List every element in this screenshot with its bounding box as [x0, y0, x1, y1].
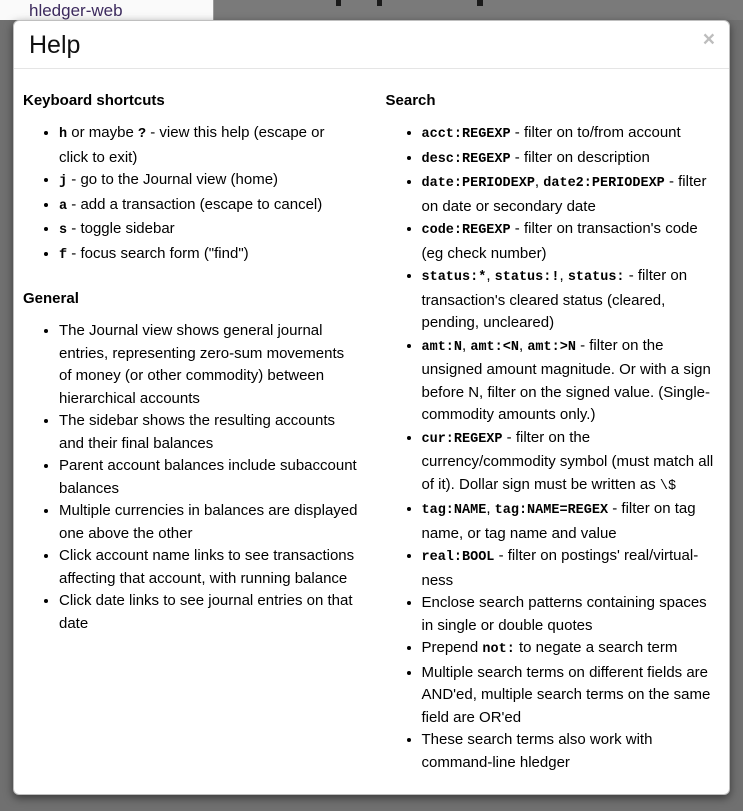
help-list-item — [59, 169, 358, 194]
help-list-item — [59, 218, 358, 243]
item-text: - add a transaction (escape to cancel) — [67, 195, 323, 213]
item-text: - focus search form ("find") — [67, 244, 249, 262]
item-code: date2:PERIODEXP — [543, 176, 665, 191]
modal-title: Help — [29, 31, 81, 59]
item-code: status:! — [494, 270, 560, 285]
item-code: ? — [137, 127, 147, 142]
left-column — [23, 91, 372, 774]
help-modal — [13, 20, 730, 795]
page-sidebar-header — [0, 0, 214, 20]
help-list-item — [59, 320, 358, 410]
item-text: , — [534, 173, 544, 190]
item-text: to negate a search term — [514, 639, 678, 656]
help-list-item — [59, 455, 358, 500]
close-icon[interactable]: × — [702, 28, 715, 51]
item-text: - filter on to/from account — [510, 124, 681, 141]
item-text: , — [559, 267, 568, 284]
help-list-item — [59, 243, 358, 268]
help-list-item — [59, 590, 358, 635]
item-text: These search terms also work with command-line hledger — [421, 731, 653, 771]
item-text: - filter on the unsigned amount magnitude. Or with a sign before N, filter on the signed value. (Single-commodity amounts only.) — [421, 336, 711, 423]
help-list-item — [422, 218, 721, 265]
right-column — [372, 91, 721, 774]
help-list-item — [59, 500, 358, 545]
help-list-item — [422, 147, 721, 172]
item-text: or maybe — [67, 124, 138, 141]
help-list-item — [422, 545, 721, 592]
item-text: - filter on date or secondary date — [421, 173, 707, 215]
help-list-item — [59, 122, 358, 169]
item-text: , — [486, 267, 495, 284]
item-text: Enclose search patterns containing spaces in single or double quotes — [421, 594, 707, 634]
modal-header — [14, 21, 729, 69]
item-code: tag:NAME — [421, 503, 487, 518]
item-text: Multiple search terms on different fields are AND'ed, multiple search terms on the same field are OR'ed — [421, 663, 711, 726]
item-text: Parent account balances include subaccount balances — [59, 457, 357, 497]
help-list-item — [422, 592, 721, 637]
help-list-item — [59, 194, 358, 219]
help-list-item — [59, 545, 358, 590]
help-list-item — [422, 498, 721, 545]
item-code: date:PERIODEXP — [421, 176, 535, 191]
item-text: - toggle sidebar — [67, 220, 175, 237]
item-text: - go to the Journal view (home) — [67, 171, 279, 188]
item-text: The Journal view shows general journal entries, representing zero-sum movements of money (or other commodity) between hierarchical accounts — [59, 322, 345, 407]
help-list-item — [422, 171, 721, 218]
modal-body — [14, 69, 729, 792]
item-text: Multiple currencies in balances are displayed one above the other — [59, 502, 358, 542]
item-text: Click account name links to see transactions affecting that account, with running balance — [59, 547, 355, 587]
item-code: amt:<N — [470, 339, 519, 355]
background-text-fragment — [336, 0, 341, 6]
item-text: Click date links to see journal entries on that date — [59, 592, 353, 632]
general-list — [23, 320, 358, 635]
item-code: f — [59, 247, 68, 263]
item-text: - filter on tag name, or tag name and value — [421, 500, 696, 542]
item-code: cur:REGEXP — [421, 431, 503, 447]
help-list-item — [422, 427, 721, 499]
item-text: , — [462, 336, 471, 354]
help-list-item — [422, 335, 721, 427]
help-list-item — [59, 410, 358, 455]
modal-backdrop[interactable] — [0, 0, 743, 20]
item-code: acct:REGEXP — [421, 127, 511, 142]
item-text: , — [518, 336, 528, 354]
background-text-fragment — [477, 0, 483, 6]
item-code: \$ — [659, 478, 677, 494]
keyboard-shortcuts-list — [23, 122, 358, 267]
item-code: s — [59, 223, 68, 238]
item-text: - filter on the currency/commodity symbol (must match all of it). Dollar sign must be written as — [421, 428, 714, 493]
brand-link: hledger-web — [29, 1, 123, 20]
item-code: real:BOOL — [421, 550, 495, 565]
item-code: desc:REGEXP — [421, 151, 511, 167]
item-code: status: — [567, 270, 625, 285]
help-list-item — [422, 265, 721, 335]
item-text: - view this help (escape or click to exit) — [59, 124, 325, 166]
item-code: h — [59, 127, 68, 142]
background-text-fragment — [377, 0, 382, 6]
help-list-item — [422, 729, 721, 774]
item-code: code:REGEXP — [421, 223, 511, 238]
item-text: Prepend — [421, 639, 483, 656]
section-heading-keyboard-shortcuts: Keyboard shortcuts — [23, 92, 165, 109]
item-text: - filter on transaction's cleared status (cleared, pending, uncleared) — [421, 267, 688, 331]
item-text: - filter on postings' real/virtual-ness — [421, 547, 699, 589]
item-text: , — [486, 500, 495, 517]
help-list-item — [422, 122, 721, 147]
section-heading-general: General — [23, 290, 79, 307]
item-code: tag:NAME=REGEX — [494, 503, 609, 518]
item-code: a — [59, 198, 68, 214]
item-text: - filter on transaction's code (eg check number) — [421, 220, 698, 262]
item-code: not: — [482, 642, 515, 657]
section-heading-search: Search — [385, 92, 436, 109]
item-code: j — [59, 174, 68, 189]
search-list — [386, 122, 721, 774]
item-code: status:* — [421, 270, 487, 285]
help-list-item — [422, 662, 721, 730]
item-code: amt:>N — [527, 339, 576, 355]
help-list-item — [422, 637, 721, 662]
item-text: - filter on description — [510, 148, 650, 166]
item-text: The sidebar shows the resulting accounts and their final balances — [59, 412, 335, 452]
item-code: amt:N — [421, 339, 463, 355]
